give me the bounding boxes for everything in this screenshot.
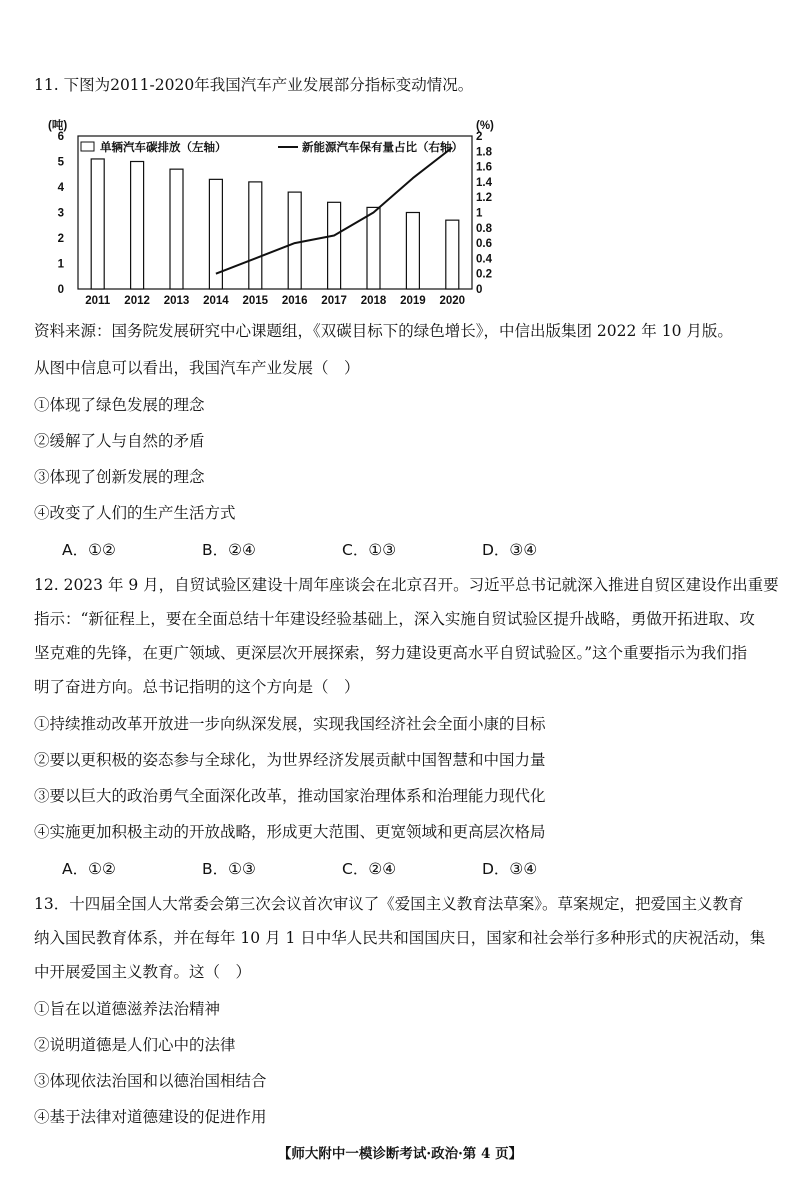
q11-item-3: ③体现了创新发展的理念 <box>34 468 205 486</box>
bar-2013 <box>170 169 183 289</box>
right-tick-label: 1.2 <box>476 192 492 205</box>
legend-bar-swatch <box>81 142 94 151</box>
q11-option-b[interactable]: B．②④ <box>202 541 256 559</box>
q12-option-a[interactable]: A．①② <box>62 860 116 878</box>
q11-option-d[interactable]: D．③④ <box>482 541 538 559</box>
x-tick-label: 2013 <box>163 295 190 307</box>
q12-option-b[interactable]: B．①③ <box>202 860 256 878</box>
left-tick-label: 4 <box>57 182 64 194</box>
q12-item-1: ①持续推动改革开放进一步向纵深发展，实现我国经济社会全面小康的目标 <box>34 715 546 733</box>
right-tick-label: 0.8 <box>476 222 492 235</box>
right-tick-label: 0.2 <box>476 268 492 281</box>
q13-item-3: ③体现依法治国和以德治国相结合 <box>34 1072 267 1090</box>
q12-item-2: ②要以更积极的姿态参与全球化，为世界经济发展贡献中国智慧和中国力量 <box>34 751 546 769</box>
left-tick-label: 2 <box>57 233 64 245</box>
x-tick-label: 2017 <box>321 295 347 307</box>
bar-2012 <box>131 162 144 290</box>
q13-item-1: ①旨在以道德滋养法治精神 <box>34 1000 221 1018</box>
right-tick-label: 2 <box>476 131 483 143</box>
q11-option-a[interactable]: A．①② <box>62 541 116 559</box>
q13-line-2: 纳入国民教育体系，并在每年 10 月 1 日中华人民共和国国庆日，国家和社会举行多种形式的庆祝活动，集 <box>34 929 766 947</box>
q13-item-4: ④基于法律对道德建设的促进作用 <box>34 1108 267 1126</box>
x-tick-label: 2019 <box>400 295 426 307</box>
q12-line-4: 明了奋进方向。总书记指明的这个方向是（ ） <box>34 678 360 696</box>
bar-2017 <box>328 202 341 289</box>
legend-line-label: 新能源汽车保有量占比（右轴） <box>302 142 463 154</box>
legend-bar-label: 单辆汽车碳排放（左轴） <box>100 142 227 154</box>
q11-item-2: ②缓解了人与自然的矛盾 <box>34 432 205 450</box>
x-tick-label: 2016 <box>281 295 308 307</box>
q12-line-3: 坚克难的先锋，在更广领域、更深层次开展探索，努力建设更高水平自贸试验区。”这个重要指示为我们指 <box>34 644 748 662</box>
page-footer: 【师大附中一模诊断考试·政治·第 4 页】 <box>277 1146 523 1162</box>
q12-line-2: 指示：“新征程上，要在全面总结十年建设经验基础上，深入实施自贸试验区提升战略，勇做开拓进取、攻 <box>34 610 755 628</box>
x-tick-label: 2012 <box>124 295 150 307</box>
bar-2018 <box>367 207 380 289</box>
bar-2015 <box>249 182 262 289</box>
right-axis-unit: (%) <box>476 120 494 132</box>
q12-option-d[interactable]: D．③④ <box>482 860 538 878</box>
right-tick-label: 0.4 <box>476 253 492 266</box>
right-tick-label: 1.8 <box>476 146 492 159</box>
q11-option-c[interactable]: C．①③ <box>342 541 397 559</box>
q13-line-3: 中开展爱国主义教育。这（ ） <box>34 963 252 981</box>
right-tick-label: 0 <box>476 284 483 296</box>
right-tick-label: 1.6 <box>476 161 492 174</box>
x-tick-label: 2015 <box>242 295 269 307</box>
q12-options <box>62 857 762 879</box>
left-tick-label: 6 <box>57 131 64 143</box>
q13-item-2: ②说明道德是人们心中的法律 <box>34 1036 236 1054</box>
right-tick-label: 1 <box>476 207 483 220</box>
bar-2016 <box>288 192 301 289</box>
right-tick-label: 0.6 <box>476 238 492 251</box>
left-tick-label: 3 <box>57 207 64 220</box>
q12-item-4: ④实施更加积极主动的开放战略，形成更大范围、更宽领域和更高层次格局 <box>34 823 546 841</box>
bar-2019 <box>406 213 419 290</box>
x-tick-label: 2018 <box>360 295 387 307</box>
bar-2011 <box>91 159 104 289</box>
q11-source: 资料来源：国务院发展研究中心课题组，《双碳目标下的绿色增长》，中信出版集团 2022 年 10 月版。 <box>34 322 733 340</box>
right-tick-label: 1.4 <box>476 176 492 189</box>
q11-question: 从图中信息可以看出，我国汽车产业发展（ ） <box>34 359 360 377</box>
bar-2020 <box>446 220 459 289</box>
left-axis-unit: (吨) <box>48 120 68 132</box>
q11-stem: 11. 下图为2011-2020年我国汽车产业发展部分指标变动情况。 <box>34 76 474 94</box>
x-tick-label: 2014 <box>203 295 229 307</box>
q13-line-1: 13．十四届全国人大常委会第三次会议首次审议了《爱国主义教育法草案》。草案规定，把爱国主义教育 <box>34 895 744 913</box>
q12-option-c[interactable]: C．②④ <box>342 860 397 878</box>
q12-line-1: 12. 2023 年 9 月，自贸试验区建设十周年座谈会在北京召开。习近平总书记就深入推进自贸区建设作出重要 <box>34 576 779 594</box>
q11-options <box>62 538 762 560</box>
x-tick-label: 2011 <box>85 295 111 307</box>
x-tick-label: 2020 <box>439 295 466 307</box>
q12-item-3: ③要以巨大的政治勇气全面深化改革，推动国家治理体系和治理能力现代化 <box>34 787 546 805</box>
q11-item-1: ①体现了绿色发展的理念 <box>34 396 205 414</box>
left-tick-label: 1 <box>57 258 64 271</box>
left-tick-label: 0 <box>57 284 64 296</box>
bar-line-chart <box>40 114 510 314</box>
left-tick-label: 5 <box>57 156 64 169</box>
q11-item-4: ④改变了人们的生产生活方式 <box>34 504 236 522</box>
